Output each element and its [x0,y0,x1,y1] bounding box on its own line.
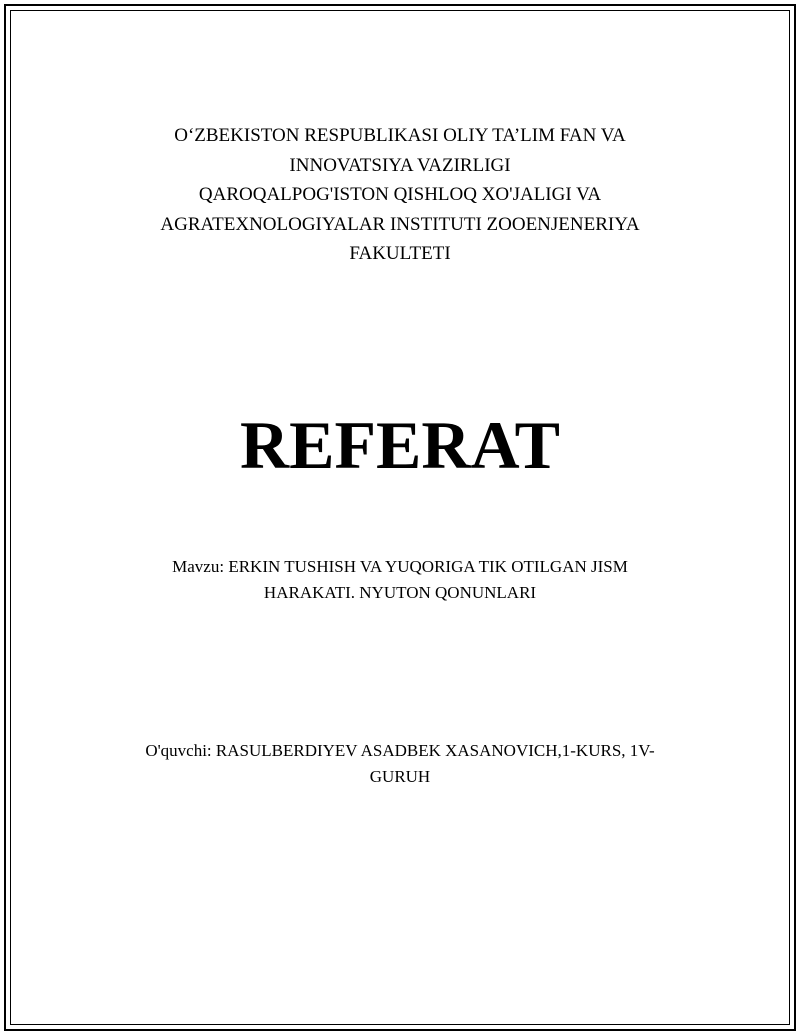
student-line: O'quvchi: RASULBERDIYEV ASADBEK XASANOVICH,1-KURS, 1V- [145,741,655,760]
document-title: REFERAT [240,407,560,483]
institution-line: FAKULTETI [349,243,451,264]
institution-header [0,121,800,269]
student-line: GURUH [369,767,431,786]
topic [0,554,800,606]
institution-line: AGRATEXNOLOGIYALAR INSTITUTI ZOOENJENERIYA [160,213,640,235]
student-info [0,738,800,790]
institution-line: INNOVATSIYA VAZIRLIGI [289,154,511,176]
institution-line: QAROQALPOG'ISTON QISHLOQ XO'JALIGI VA [198,184,602,205]
institution-line: O‘ZBEKISTON RESPUBLIKASI OLIY TA’LIM FAN VA [174,125,626,146]
topic-line: HARAKATI. NYUTON QONUNLARI [263,583,537,602]
topic-line: Mavzu: ERKIN TUSHISH VA YUQORIGA TIK OTILGAN JISM [172,557,628,576]
